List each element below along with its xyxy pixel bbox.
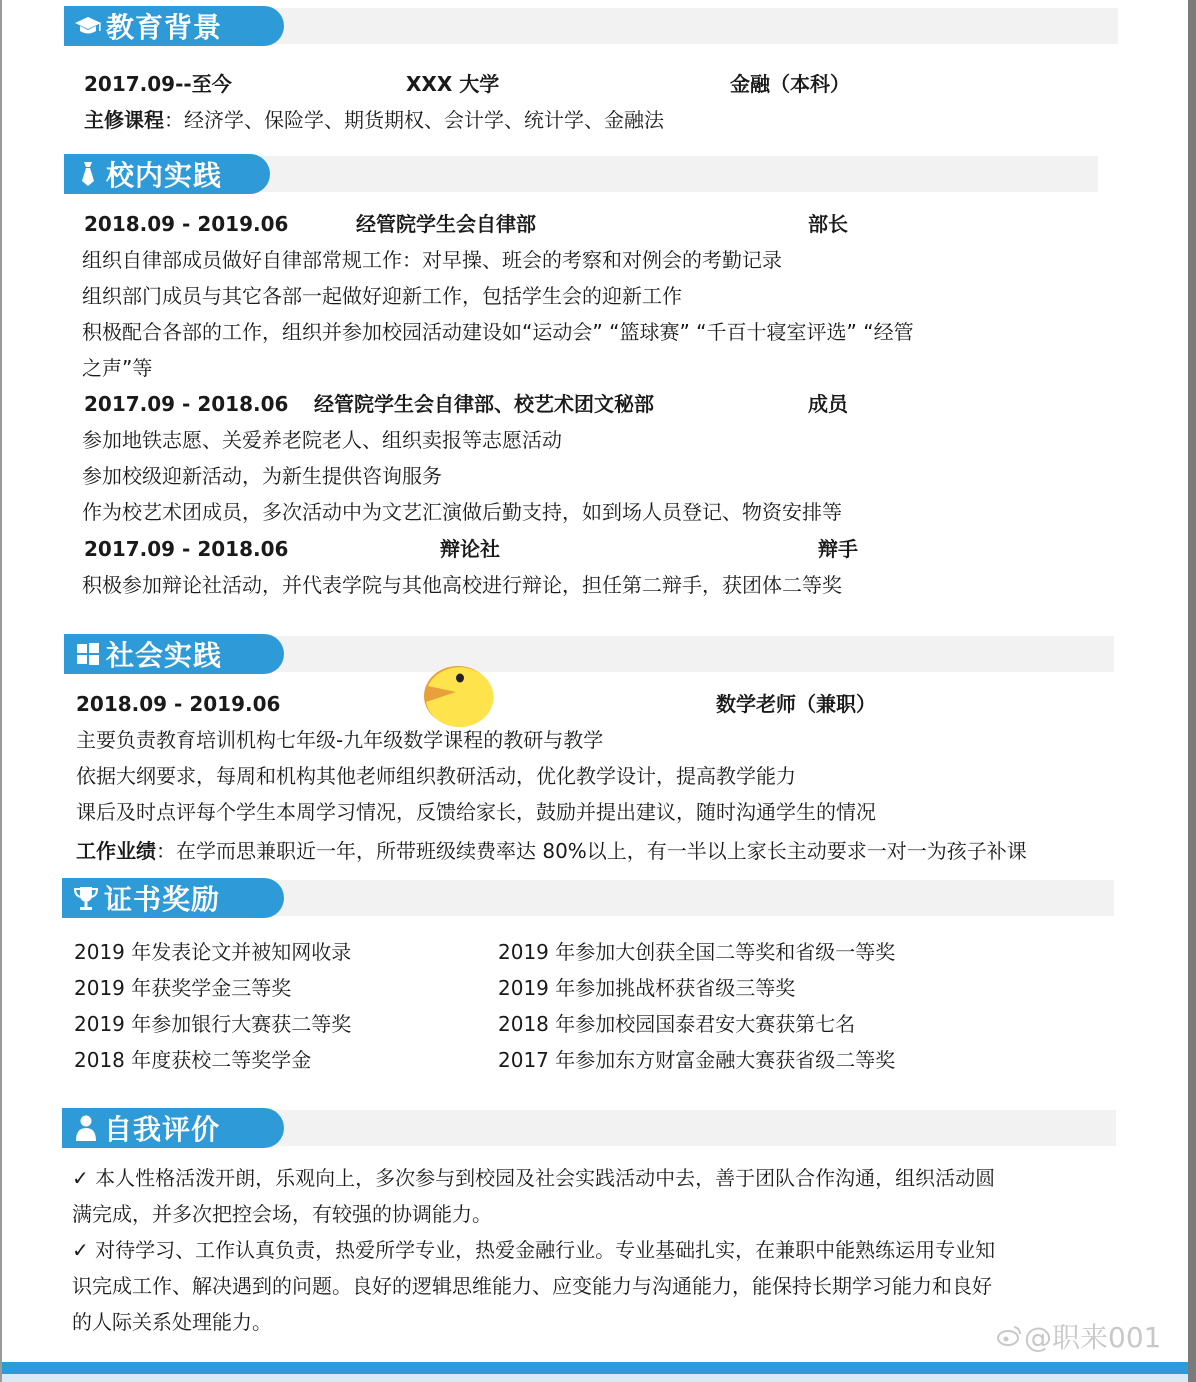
trophy-icon [68,884,104,912]
footer-light-bar [2,1374,1188,1382]
campus-2-line-2: 参加校级迎新活动，为新生提供咨询服务 [82,464,442,488]
social-performance [76,837,1027,865]
campus-2-org: 经管院学生会自律部、校艺术团文秘部 [314,392,654,416]
award-left-3: 2019 年参加银行大赛获二等奖 [74,1012,352,1036]
award-right-3: 2018 年参加校园国泰君安大赛获第七名 [498,1012,856,1036]
section-tab [64,6,284,46]
social-line-2: 依据大纲要求，每周和机构其他老师组织教研活动，优化教学设计，提高教学能力 [76,764,796,788]
campus-2-line-3: 作为校艺术团成员，多次活动中为文艺汇演做后勤支持，如到场人员登记、物资安排等 [82,500,842,524]
campus-2-line-1: 参加地铁志愿、关爱养老院老人、组织卖报等志愿活动 [82,428,562,452]
section-header-self [62,1108,1116,1148]
graduation-cap-icon [70,15,106,37]
performance-text: ：在学而思兼职近一年，所带班级续费率达 80%以上，有一半以上家长主动要求一对一为孩子补课 [156,839,1027,863]
pacman-sticker [416,656,496,728]
self-line-2: 满完成，并多次把控会场，有较强的协调能力。 [72,1202,492,1226]
campus-1-org: 经管院学生会自律部 [356,212,536,236]
section-header-campus [64,154,1098,194]
campus-1-date: 2018.09 - 2019.06 [84,212,289,236]
self-line-3: ✓ 对待学习、工作认真负责，热爱所学专业，热爱金融行业。专业基础扎实，在兼职中能熟练运用专业知 [72,1238,996,1262]
campus-1-line-2: 组织部门成员与其它各部一起做好迎新工作，包括学生会的迎新工作 [82,284,682,308]
page-left-edge [0,0,2,1382]
campus-3-date: 2017.09 - 2018.06 [84,537,289,561]
windows-icon [70,642,106,666]
section-tab [64,154,270,194]
section-title: 证书奖励 [104,883,221,916]
edu-school: XXX 大学 [406,72,500,96]
section-title: 校内实践 [106,159,223,192]
section-header-education [64,6,1118,46]
section-tab [64,634,284,674]
section-header-social [64,634,1114,674]
page-right-scrollbar[interactable] [1188,0,1196,1382]
award-left-4: 2018 年度获校二等奖学金 [74,1048,312,1072]
section-tab [62,1108,284,1148]
self-line-4: 识完成工作、解决遇到的问题。良好的逻辑思维能力、应变能力与沟通能力，能保持长期学习能力和良好 [72,1274,992,1298]
self-line-5: 的人际关系处理能力。 [72,1310,272,1334]
courses-label: 主修课程 [84,108,164,132]
award-right-2: 2019 年参加挑战杯获省级三等奖 [498,976,796,1000]
campus-3-line-1: 积极参加辩论社活动，并代表学院与其他高校进行辩论，担任第二辩手，获团体二等奖 [82,573,842,597]
campus-2-date: 2017.09 - 2018.06 [84,392,289,416]
weibo-logo-icon [996,1325,1022,1347]
courses-text: ：经济学、保险学、期货期权、会计学、统计学、金融法 [164,108,664,132]
section-title: 社会实践 [106,639,223,672]
campus-1-role: 部长 [808,212,848,236]
footer-accent-bar [2,1362,1188,1374]
person-icon [68,1114,104,1142]
social-line-1: 主要负责教育培训机构七年级-九年级数学课程的教研与教学 [76,728,604,752]
campus-1-line-1: 组织自律部成员做好自律部常规工作：对早操、班会的考察和对例会的考勤记录 [82,248,782,272]
campus-1-line-3: 积极配合各部的工作，组织并参加校园活动建设如“运动会” “篮球赛” “千百十寝室评选” “经管 [82,320,914,344]
watermark-text: @职来001 [1024,1321,1162,1354]
award-right-1: 2019 年参加大创获全国二等奖和省级一等奖 [498,940,896,964]
edu-major: 金融（本科） [730,72,850,96]
social-line-3: 课后及时点评每个学生本周学习情况，反馈给家长，鼓励并提出建议，随时沟通学生的情况 [76,800,876,824]
self-line-1: ✓ 本人性格活泼开朗，乐观向上，多次参与到校园及社会实践活动中去，善于团队合作沟通，组织活动圆 [72,1166,996,1190]
edu-date: 2017.09--至今 [84,72,232,96]
section-tab [62,878,284,918]
edu-courses [84,106,664,134]
campus-3-role: 辩手 [818,537,858,561]
tie-icon [70,161,106,187]
social-role: 数学老师（兼职） [716,692,876,716]
section-header-awards [62,878,1114,918]
section-title: 教育背景 [106,11,223,44]
campus-3-org: 辩论社 [440,537,500,561]
performance-label: 工作业绩 [76,839,156,863]
watermark [996,1316,1161,1356]
award-left-1: 2019 年发表论文并被知网收录 [74,940,352,964]
section-title: 自我评价 [104,1113,221,1146]
social-date: 2018.09 - 2019.06 [76,692,281,716]
campus-2-role: 成员 [808,392,848,416]
campus-1-line-4: 之声”等 [82,356,153,380]
award-right-4: 2017 年参加东方财富金融大赛获省级二等奖 [498,1048,896,1072]
award-left-2: 2019 年获奖学金三等奖 [74,976,292,1000]
